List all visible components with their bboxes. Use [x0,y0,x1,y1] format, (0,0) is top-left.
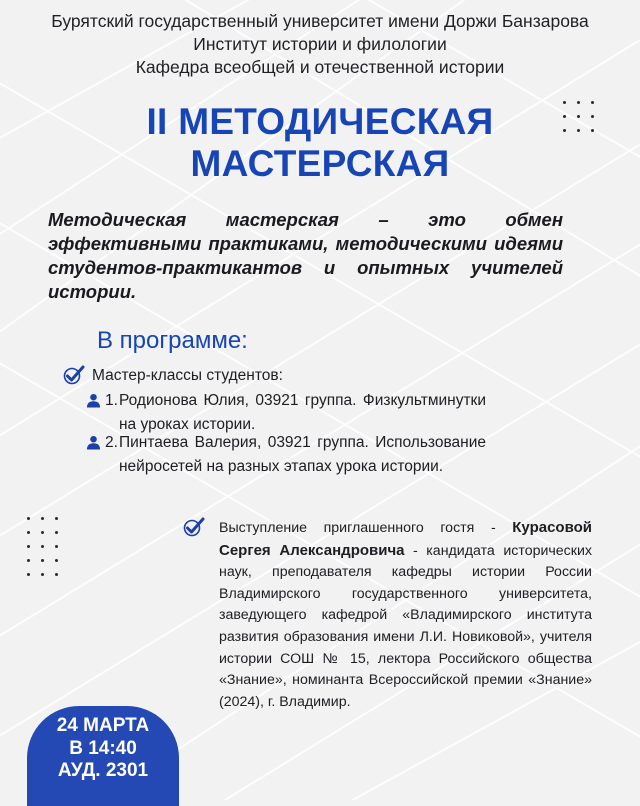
page-title [0,101,640,185]
institute-name: Институт истории и филологии [193,34,447,54]
program-heading: В программе: [97,327,248,354]
title-line-1: II МЕТОДИЧЕСКАЯ [146,101,494,142]
guest-description: - кандидата исторических наук, преподавателя кафедры истории России Владимирского государственного университета, заведующего кафедрой «Владимирского института развития образования имени Л.И. Новиковой», учителя истории СОШ № 15, лектора Российского общества «Знание», номинанта Всероссийской премии «Знание» (2024), г. Владимир. [219,542,592,710]
guest-speaker [219,517,592,713]
intro-text: Методическая мастерская – это обмен эффективными практиками, методическими идеями студентов-практикантов и опытных учителей истории. [48,209,563,302]
student-number: 1. [105,392,118,409]
guest-name: Курасовой Сергея Александровича [219,519,592,559]
title-line-2: МАСТЕРСКАЯ [190,143,450,184]
event-time: В 14:40 [69,737,137,759]
event-date: 24 МАРТА [56,715,150,736]
student-number: 2. [105,434,118,451]
masterclasses-title: Мастер-классы студентов: [92,367,283,384]
department-name: Кафедра всеобщей и отечественной истории [135,57,505,77]
event-room: АУД. 2301 [57,760,149,781]
student-text: Родионова Юлия, 03921 группа. Физкультминутки на уроках истории. [119,392,486,433]
user-icon [86,393,101,408]
guest-prefix: Выступление приглашенного гостя - [219,520,513,536]
decor-dots-left [27,517,58,576]
university-name: Бурятский государственный университет имени Доржи Банзарова [51,11,589,31]
user-icon [86,435,101,450]
date-badge [27,706,179,806]
decor-dots-top-right [563,101,594,132]
header [0,10,640,79]
student-text: Пинтаева Валерия, 03921 группа. Использование нейросетей на разных этапах урока истории. [119,434,486,475]
check-icon [183,517,205,537]
check-icon [63,365,85,385]
